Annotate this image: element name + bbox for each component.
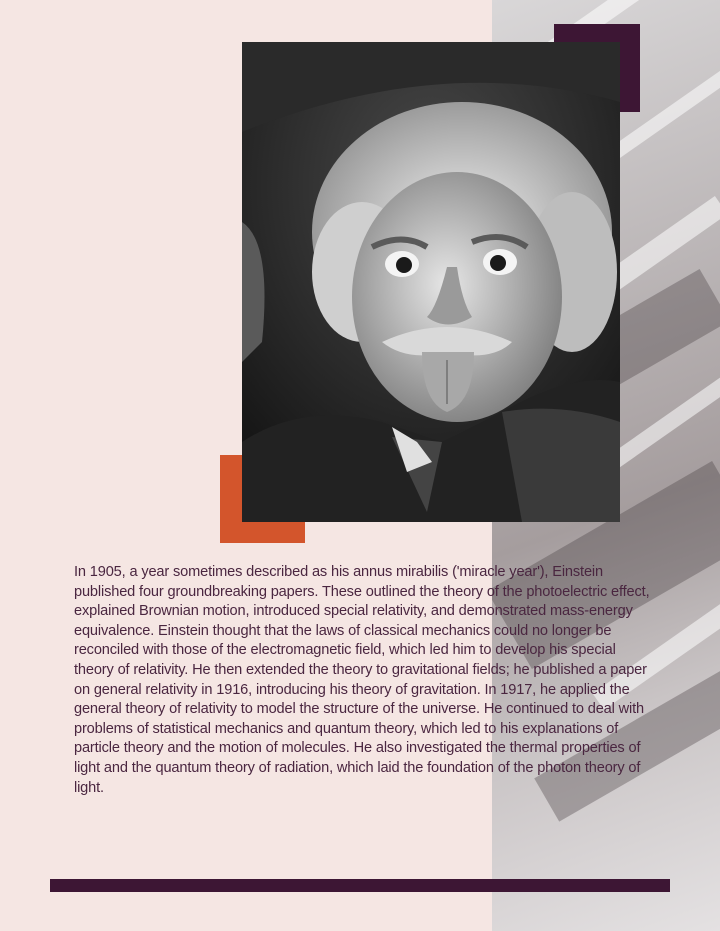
footer-rule bbox=[50, 879, 670, 892]
portrait-photo bbox=[242, 42, 620, 522]
biography-paragraph: In 1905, a year sometimes described as his annus mirabilis ('miracle year'), Einstein published four groundbreaking papers. These outlined the theory of the photoelectric effect, explained Brownian motion, introduced special relativity, and demonstrated mass-energy equivalence. Einstein thought that the laws of classical mechanics could no longer be reconciled with those of the electromagnetic field, which led him to develop his special theory of relativity. He then extended the theory to gravitational fields; he published a paper on general relativity in 1916, introducing his theory of gravitation. In 1917, he applied the general theory of relativity to model the structure of the universe. He continued to deal with problems of statistical mechanics and quantum theory, which led to his explanations of particle theory and the motion of molecules. He also investigated the thermal properties of light and the quantum theory of radiation, which laid the foundation of the photon theory of light. bbox=[74, 564, 650, 796]
